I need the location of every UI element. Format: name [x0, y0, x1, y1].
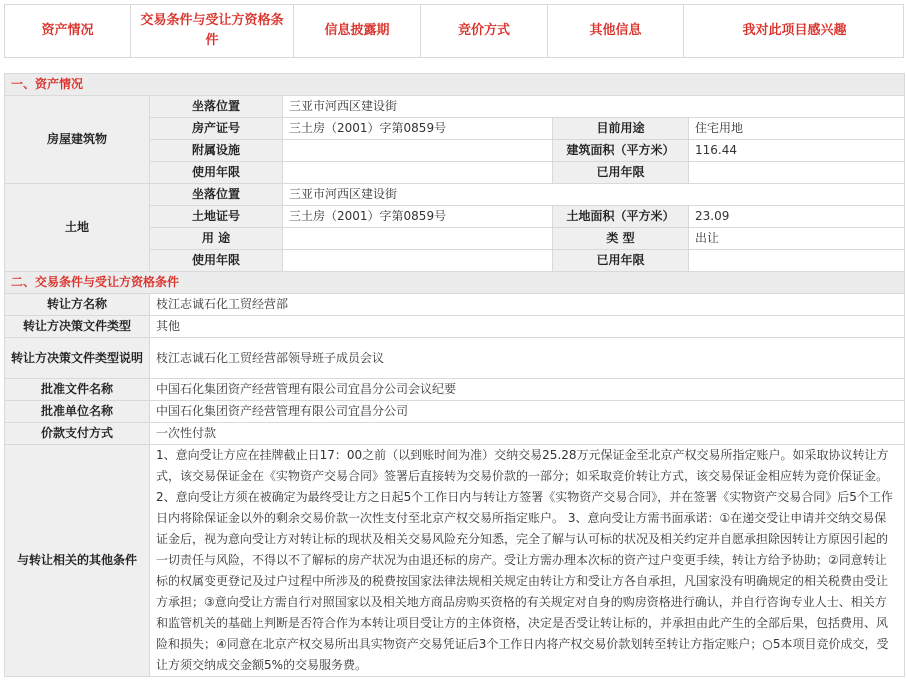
field-label: 用 途	[150, 228, 283, 250]
table-row	[5, 445, 905, 677]
tab-disclosure-period[interactable]: 信息披露期	[294, 5, 421, 57]
field-label: 目前用途	[553, 118, 689, 140]
field-label: 转让方决策文件类型	[5, 316, 150, 338]
field-label: 坐落位置	[150, 96, 283, 118]
tab-bar	[4, 4, 904, 58]
field-value	[283, 228, 553, 250]
group-label-building: 房屋建筑物	[5, 96, 150, 184]
tab-asset-status[interactable]: 资产情况	[5, 5, 131, 57]
field-value: 一次性付款	[150, 423, 905, 445]
field-label: 已用年限	[553, 250, 689, 272]
project-info-table	[4, 73, 905, 677]
table-row	[5, 294, 905, 316]
section-header-row	[5, 74, 905, 96]
field-label: 坐落位置	[150, 184, 283, 206]
field-value: 1、意向受让方应在挂牌截止日17：00之前（以到账时间为准）交纳交易25.28万元保证金至北京产权交易所指定账户。如采取协议转让方式，该交易保证金在《实物资产交易合同》签署后直接转为交易价款的一部分；如采取竞价转让方式，该交易保证金相应转为竞价保证金。 2、意向受让方须在被确定为最终受让方之日起5个工作日内与转让方签署《实物资产交易合同》，并在签署《实物资产交易合同》后5个工作日内将除保证金以外的剩余交易价款一次性支付至北京产权交易所指定账户。 3、意向受让方需书面承诺：①在递交受让申请并交纳交易保证金后，视为意向受让方对转让标的现状及相关交易风险充分知悉，完全了解与认可标的状况及相关约定并自愿承担除因转让方原因引起的一切责任与风险，不得以不了解标的房产状况为由退还标的房产。受让方需办理本次标的资产过户变更手续，转让方给予协助；②同意转让标的权属变更登记及过户过程中所涉及的税费按国家法律法规相关规定由转让方和受让方各自承担，凡国家没有明确规定的相关税费由受让方承担；③意向受让方需自行对照国家以及相关地方商品房购买资格的有关规定对自身的购房资格进行确认，并自行咨询专业人士、相关方和监管机关的基础上判断是否符合作为本转让项目受让方的主体资格，决定是否受让转让标的，并承担由此产生的全部后果，包括费用、风险和损失；④同意在北京产权交易所出具实物资产交易凭证后3个工作日内将产权交易价款划转至转让方指定账户；○5本项目竞价成交，受让方须交纳成交金额5%的交易服务费。	[150, 445, 905, 677]
tab-interested[interactable]: 我对此项目感兴趣	[742, 23, 847, 38]
field-value: 三亚市河西区建设街	[283, 184, 905, 206]
table-row	[5, 423, 905, 445]
tab-bidding-method[interactable]: 竞价方式	[421, 5, 548, 57]
field-value: 其他	[150, 316, 905, 338]
field-value: 三亚市河西区建设街	[283, 96, 905, 118]
field-value	[283, 250, 553, 272]
field-value: 三土房（2001）字第0859号	[283, 206, 553, 228]
field-label: 土地证号	[150, 206, 283, 228]
field-label: 使用年限	[150, 162, 283, 184]
field-label: 与转让相关的其他条件	[5, 445, 150, 677]
field-value	[689, 162, 905, 184]
table-row	[5, 379, 905, 401]
field-value: 23.09	[689, 206, 905, 228]
field-value: 枝江志诚石化工贸经营部领导班子成员会议	[150, 338, 905, 379]
section-header-row	[5, 272, 905, 294]
table-row	[5, 316, 905, 338]
field-value: 116.44	[689, 140, 905, 162]
table-row	[5, 96, 905, 118]
tab-other-info[interactable]: 其他信息	[548, 5, 684, 57]
tab-transaction-conditions[interactable]: 交易条件与受让方资格条件	[131, 5, 294, 57]
section-title-assets: 一、资产情况	[5, 74, 905, 96]
field-label: 价款支付方式	[5, 423, 150, 445]
field-value	[689, 250, 905, 272]
table-row	[5, 184, 905, 206]
field-value: 三土房（2001）字第0859号	[283, 118, 553, 140]
field-label: 建筑面积（平方米）	[553, 140, 689, 162]
table-row	[5, 401, 905, 423]
field-label: 批准文件名称	[5, 379, 150, 401]
table-row	[5, 338, 905, 379]
field-value: 中国石化集团资产经营管理有限公司宜昌分公司会议纪要	[150, 379, 905, 401]
field-label: 土地面积（平方米）	[553, 206, 689, 228]
field-label: 转让方决策文件类型说明	[5, 338, 150, 379]
field-label: 批准单位名称	[5, 401, 150, 423]
group-label-land: 土地	[5, 184, 150, 272]
field-label: 房产证号	[150, 118, 283, 140]
field-label: 转让方名称	[5, 294, 150, 316]
field-value: 出让	[689, 228, 905, 250]
field-value	[283, 140, 553, 162]
field-label: 使用年限	[150, 250, 283, 272]
field-value: 中国石化集团资产经营管理有限公司宜昌分公司	[150, 401, 905, 423]
field-value	[283, 162, 553, 184]
field-label: 附属设施	[150, 140, 283, 162]
field-label: 类 型	[553, 228, 689, 250]
field-value: 枝江志诚石化工贸经营部	[150, 294, 905, 316]
section-title-conditions: 二、交易条件与受让方资格条件	[5, 272, 905, 294]
field-value: 住宅用地	[689, 118, 905, 140]
field-label: 已用年限	[553, 162, 689, 184]
